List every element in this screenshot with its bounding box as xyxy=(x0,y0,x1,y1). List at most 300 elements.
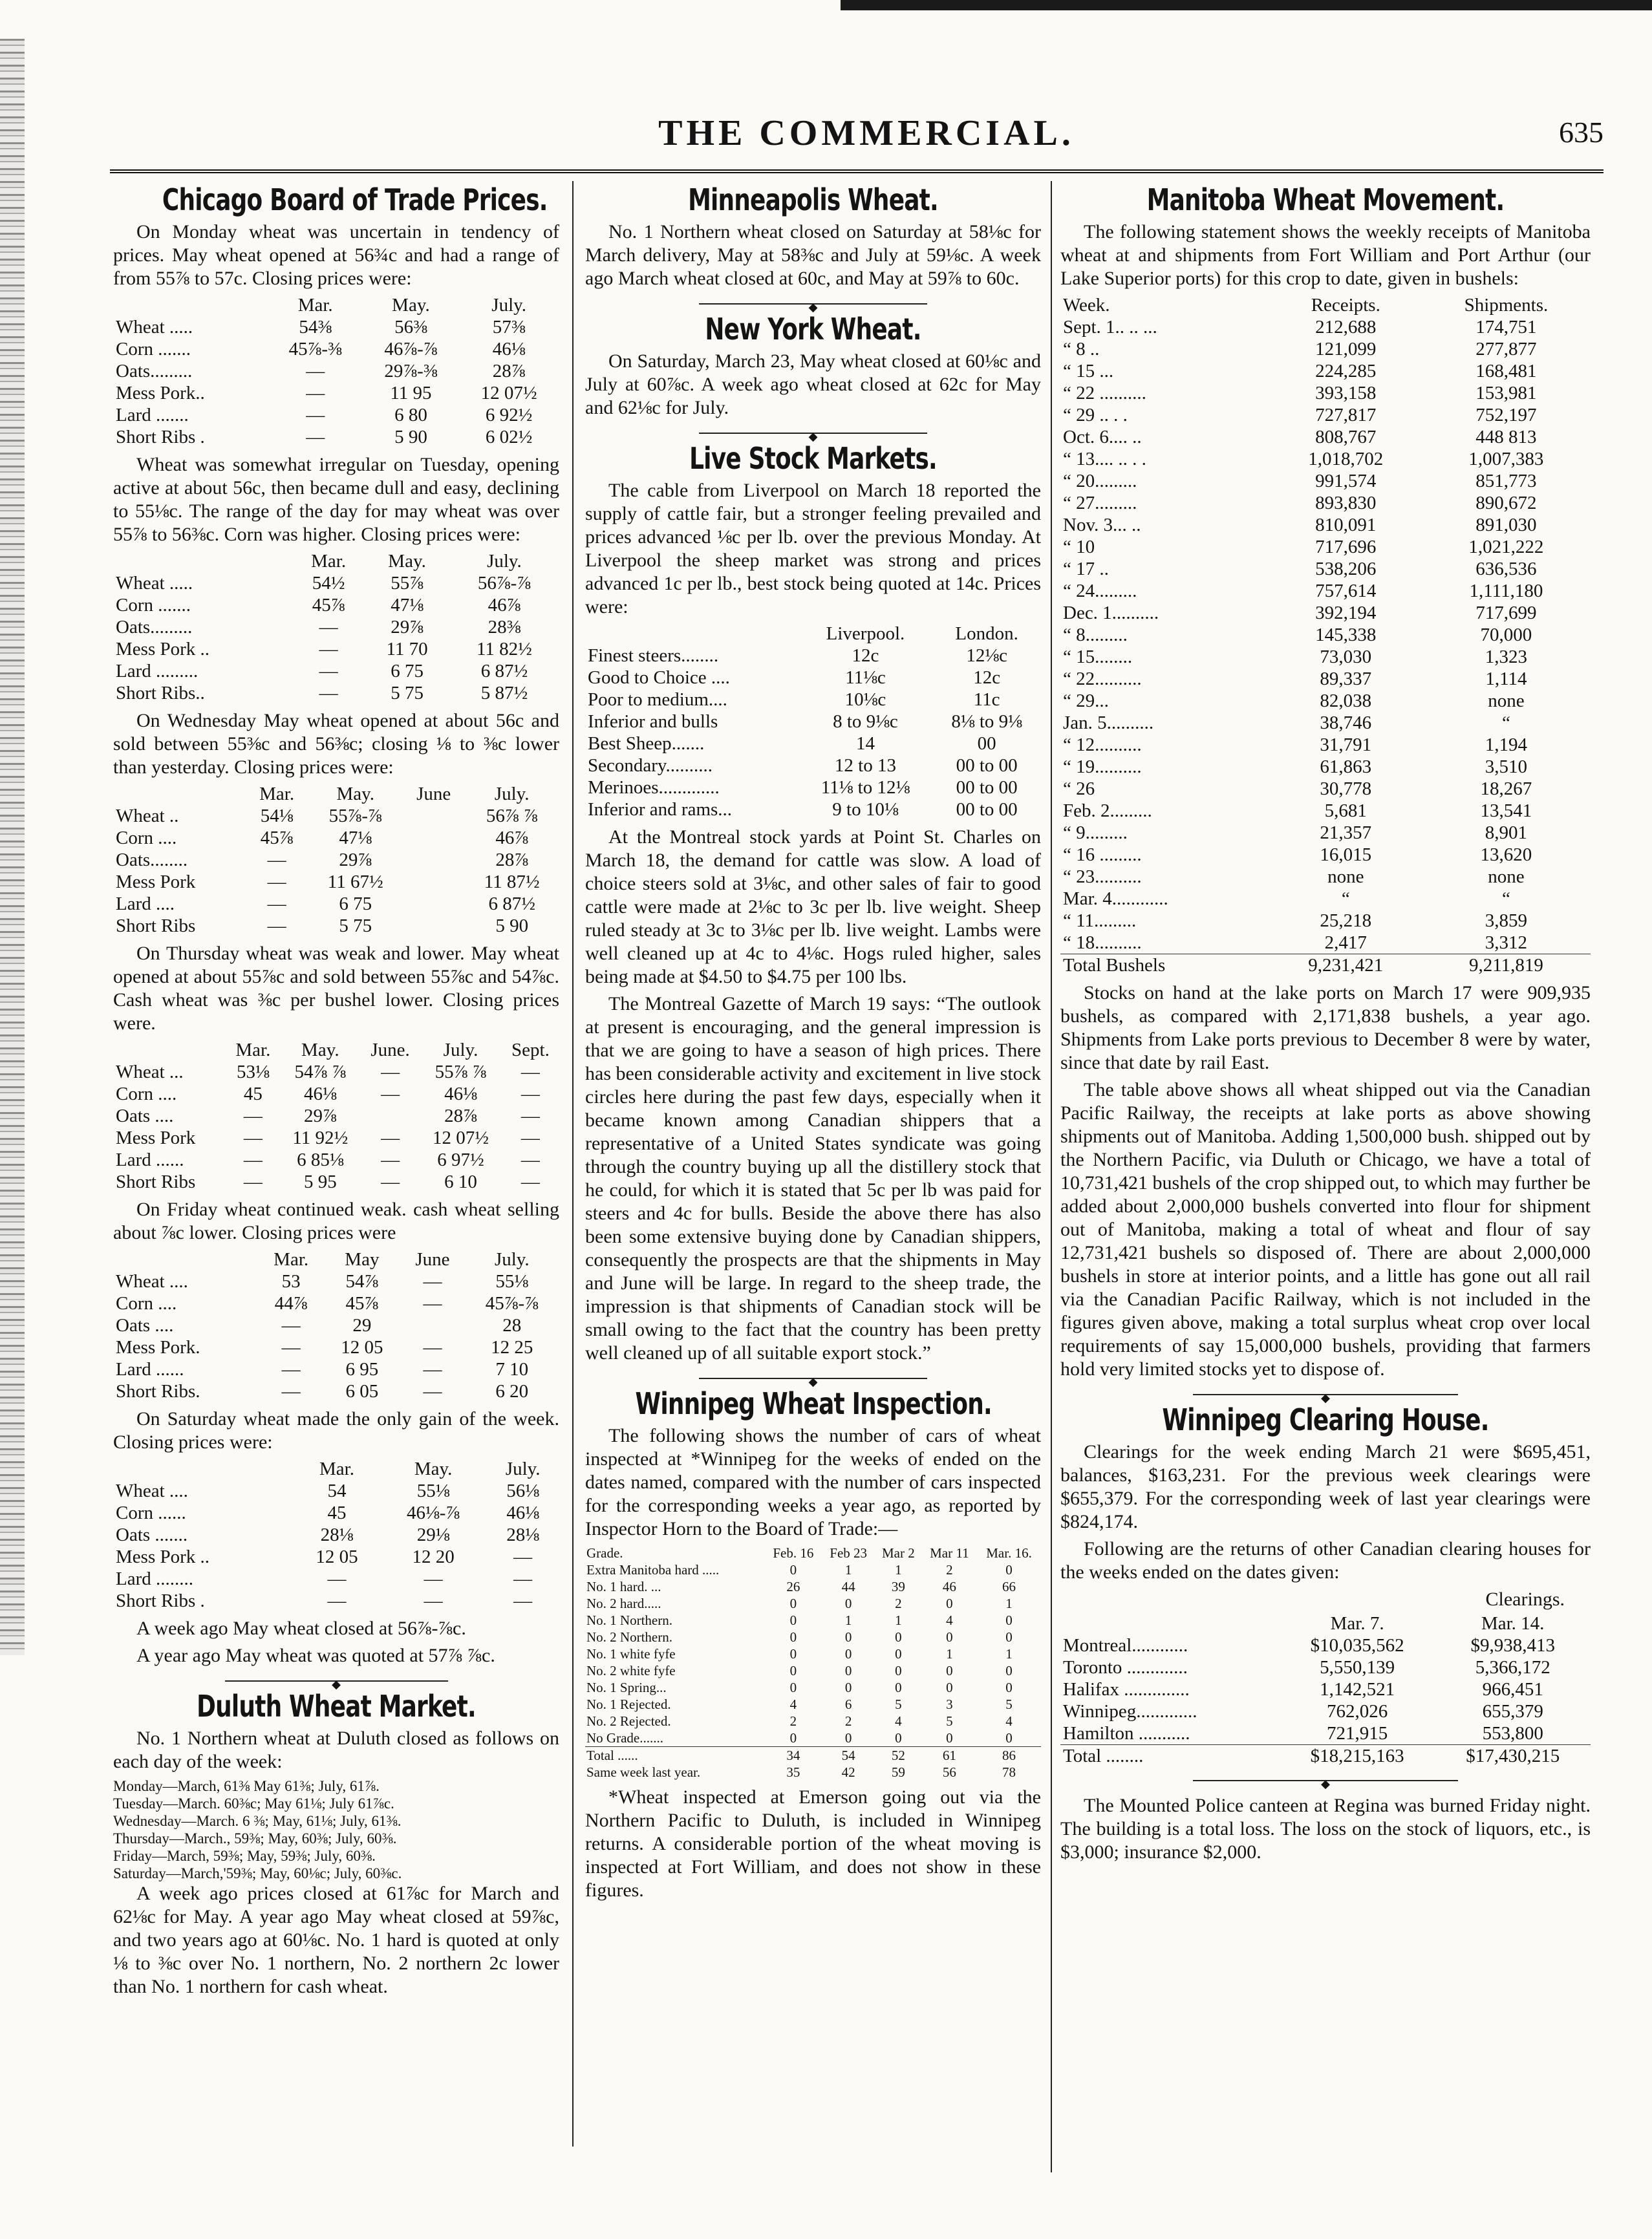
table-row xyxy=(585,1612,1041,1629)
section-separator xyxy=(1060,1772,1591,1789)
table-cell: “ 13.... .. . . xyxy=(1063,449,1146,469)
table-cell: “ 11......... xyxy=(1063,910,1137,931)
table-cell: Corn .... xyxy=(116,1084,177,1104)
table-cell: 0 xyxy=(789,1680,797,1695)
table-cell: — xyxy=(520,1062,540,1082)
table-cell: Corn ...... xyxy=(116,1503,186,1523)
police-section xyxy=(1060,1794,1591,1864)
table-cell: — xyxy=(306,383,325,403)
table-cell: 168,481 xyxy=(1475,361,1537,381)
table-cell: 46⅛ xyxy=(303,1084,337,1104)
chicago-monday-table xyxy=(113,294,559,448)
table-cell: Mess Pork .. xyxy=(116,639,210,659)
table-cell: 0 xyxy=(789,1562,797,1578)
table-cell: 5 95 xyxy=(303,1172,337,1192)
table-cell: 0 xyxy=(1005,1730,1013,1746)
table-cell: 1,018,702 xyxy=(1308,449,1384,469)
table-cell: Oats .... xyxy=(116,1315,174,1336)
table-cell: 54⅛ xyxy=(260,806,294,826)
table-cell: 3 xyxy=(946,1697,953,1712)
duluth-closing: A week ago prices closed at 61⅞c for March and 62⅛c for May. A year ago May wheat closed at 59⅞c, and two years ago at 60⅛c. No. 1 hard is quoted at only ⅛ to ⅜c over No. 1 northern, No. 2 northern 2c lower than No. 1 northern for cash wheat. xyxy=(113,1883,559,1997)
table-cell: 6 87½ xyxy=(480,661,528,681)
table-row xyxy=(1060,866,1591,888)
table-cell: Oats........ xyxy=(116,850,188,870)
table-cell: — xyxy=(424,1591,443,1611)
table-header-row xyxy=(113,1248,559,1270)
table-cell: 5 90 xyxy=(394,427,427,447)
table-cell: 1 xyxy=(895,1612,902,1628)
table-cell: 86 xyxy=(977,1747,1041,1764)
table-row xyxy=(1060,558,1591,580)
new-york-text: On Saturday, March 23, May wheat closed at 60⅛c and July at 60⅞c. A week ago wheat closed at 62c for May and 62⅛c for July. xyxy=(585,350,1041,418)
table-cell: “ 23.......... xyxy=(1063,866,1142,887)
column-rule-2 xyxy=(1051,181,1052,2172)
table-cell: Wheat .. xyxy=(116,806,179,826)
table-cell: 16,015 xyxy=(1320,844,1372,865)
table-cell: No. 1 hard. ... xyxy=(586,1579,661,1594)
duluth-title: Duluth Wheat Market. xyxy=(197,1689,476,1724)
table-cell: — xyxy=(281,1359,301,1380)
table-cell: 21,357 xyxy=(1320,822,1372,843)
table-cell: Oats......... xyxy=(116,617,193,637)
table-row xyxy=(113,316,559,338)
table-cell: Toronto ............. xyxy=(1063,1657,1188,1678)
table-cell: 1,142,521 xyxy=(1320,1679,1395,1700)
table-cell: Short Ribs xyxy=(116,1172,196,1192)
table-row xyxy=(585,1764,1041,1781)
column-header: May. xyxy=(388,551,426,572)
table-cell: — xyxy=(423,1359,442,1380)
page-number: 635 xyxy=(1559,116,1604,149)
table-cell: 2,417 xyxy=(1324,932,1367,953)
table-cell: 393,158 xyxy=(1315,383,1377,403)
table-row xyxy=(113,1292,559,1314)
table-cell: 6 xyxy=(844,1697,852,1712)
table-cell: 893,830 xyxy=(1315,493,1377,513)
table-cell: 12 05 xyxy=(316,1547,358,1567)
table-cell: 11 92½ xyxy=(292,1128,349,1148)
table-row xyxy=(113,1502,559,1524)
table-cell: Finest steers........ xyxy=(588,645,719,666)
duluth-day: Tuesday—March. 60⅜c; May 61⅛; July 61⅞c. xyxy=(113,1795,394,1812)
clearing-para1: Clearings for the week ending March 21 were $695,451, balances, $163,231. For the previous week clearings were $655,379. For the corresponding week of last year clearings were $824,174. xyxy=(1060,1441,1591,1532)
table-cell: 4 xyxy=(946,1612,953,1628)
table-cell: 448 813 xyxy=(1475,427,1537,447)
table-cell: Jan. 5.......... xyxy=(1063,712,1154,733)
table-cell: 54½ xyxy=(312,573,345,594)
table-cell: 5 75 xyxy=(391,683,424,703)
table-cell: “ 19.......... xyxy=(1063,756,1142,777)
table-cell: No. 1 Northern. xyxy=(586,1612,672,1628)
table-cell: 55⅛ xyxy=(416,1481,450,1501)
table-cell: — xyxy=(520,1106,540,1126)
column-header: May xyxy=(345,1249,380,1270)
table-cell: 38,746 xyxy=(1320,712,1372,733)
table-cell: 55⅞ ⅞ xyxy=(434,1062,487,1082)
table-row xyxy=(585,755,1041,777)
live-stock-title: Live Stock Markets. xyxy=(689,441,937,476)
table-cell: 46⅛ xyxy=(506,1503,540,1523)
winnipeg-inspection-title: Winnipeg Wheat Inspection. xyxy=(635,1386,992,1421)
table-cell: 54⅞ xyxy=(345,1271,379,1292)
table-cell: 12 07½ xyxy=(480,383,537,403)
table-cell: 153,981 xyxy=(1475,383,1537,403)
table-row xyxy=(1060,668,1591,690)
table-cell: “ 17 .. xyxy=(1063,559,1109,579)
table-cell: 46 xyxy=(942,1579,956,1594)
column-header: July. xyxy=(505,1459,541,1479)
column-header: Mar. xyxy=(297,295,333,316)
table-cell: 66 xyxy=(1002,1579,1016,1594)
table-cell: 991,574 xyxy=(1315,471,1377,491)
table-cell: 73,030 xyxy=(1320,647,1372,667)
table-cell: 6 10 xyxy=(444,1172,477,1192)
table-cell: 12⅛c xyxy=(966,645,1007,666)
table-row xyxy=(113,871,559,893)
column-header: Mar. xyxy=(235,1040,271,1060)
table-cell: Mess Pork xyxy=(116,1128,196,1148)
table-cell: Mess Pork xyxy=(116,872,196,892)
column-header: June xyxy=(416,784,451,804)
table-cell: 762,026 xyxy=(1326,1701,1388,1722)
table-cell: 13,620 xyxy=(1480,844,1532,865)
column-1 xyxy=(113,184,559,2137)
table-row xyxy=(113,404,559,426)
live-stock-intro: The cable from Liverpool on March 18 reported the supply of cattle fair, but a stronger feeling prevailed and prices advanced ⅛c per lb. over the previous Monday. At Liverpool the sheep market was strong and prices advanced 1c per lb., best stock being quoted at 14c. Prices were: xyxy=(585,480,1041,617)
winnipeg-inspection-intro: The following shows the number of cars of wheat inspected at *Winnipeg for the weeks of ended on the dates named, compared with the number of cars inspected for the corresponding weeks a year ago, as reported by Inspector Horn to the Board of Trade:— xyxy=(585,1425,1041,1539)
table-cell: Oct. 6.... .. xyxy=(1063,427,1142,447)
table-cell: — xyxy=(243,1106,263,1126)
table-cell: 26 xyxy=(786,1579,800,1594)
table-cell: “ 8......... xyxy=(1063,625,1128,645)
table-row xyxy=(585,1679,1041,1696)
table-row xyxy=(585,1629,1041,1645)
table-cell: Poor to medium.... xyxy=(588,689,727,710)
table-cell: Halifax .............. xyxy=(1063,1679,1190,1700)
minneapolis-text: No. 1 Northern wheat closed on Saturday at 58⅛c for March delivery, May at 58⅜c and July at 59⅛c. A week ago March wheat closed at 60c, and May at 59⅞ to 60c. xyxy=(585,221,1041,289)
table-cell: 28⅞ xyxy=(495,850,529,870)
table-row xyxy=(113,1358,559,1380)
table-cell: “ xyxy=(1341,888,1350,909)
table-cell: Corn ....... xyxy=(116,339,191,359)
table-cell: 1 xyxy=(946,1646,953,1662)
table-cell: 636,536 xyxy=(1475,559,1537,579)
chicago-year-ago: A year ago May wheat was quoted at 57⅞ ⅞c. xyxy=(136,1645,495,1666)
table-cell: — xyxy=(520,1172,540,1192)
table-cell: 810,091 xyxy=(1315,515,1377,535)
table-cell: — xyxy=(267,916,286,936)
table-cell: Total ........ xyxy=(1060,1745,1280,1768)
table-cell: 28⅞ xyxy=(492,361,526,381)
table-cell: “ 16 ......... xyxy=(1063,844,1142,865)
table-cell: 45 xyxy=(243,1084,263,1104)
table-cell: — xyxy=(319,639,338,659)
table-cell: — xyxy=(423,1271,442,1292)
manitoba-title: Manitoba Wheat Movement. xyxy=(1146,184,1505,217)
table-cell: 11 67½ xyxy=(327,872,383,892)
table-cell: 0 xyxy=(1005,1612,1013,1628)
masthead xyxy=(110,110,1604,155)
column-header xyxy=(113,1039,226,1061)
table-cell: — xyxy=(319,683,338,703)
clearing-section xyxy=(1060,1402,1591,1767)
table-cell: 00 xyxy=(977,733,996,754)
table-cell: $18,215,163 xyxy=(1280,1745,1435,1768)
table-row xyxy=(113,1336,559,1358)
table-cell: 11c xyxy=(973,689,1000,710)
table-cell: 0 xyxy=(895,1663,902,1678)
column-header xyxy=(585,623,799,645)
table-cell: 28⅜ xyxy=(488,617,521,637)
column-header: May. xyxy=(301,1040,339,1060)
column-header: Week. xyxy=(1063,295,1110,316)
table-cell: 39 xyxy=(891,1579,905,1594)
table-row xyxy=(113,426,559,448)
table-row xyxy=(585,711,1041,733)
table-cell: 174,751 xyxy=(1475,317,1537,337)
table-cell: 2 xyxy=(946,1562,953,1578)
chicago-title: Chicago Board of Trade Prices. xyxy=(162,184,548,217)
table-row xyxy=(113,660,559,682)
winnipeg-inspection-section xyxy=(585,1386,1041,1902)
table-cell xyxy=(403,827,464,849)
table-cell: Hamilton ........... xyxy=(1063,1723,1190,1744)
table-row xyxy=(113,638,559,660)
table-cell: 0 xyxy=(844,1663,852,1678)
table-row xyxy=(1060,734,1591,756)
table-cell: Same week last year. xyxy=(586,1764,701,1780)
table-cell: 45⅞ xyxy=(260,828,294,848)
table-cell: 6 87½ xyxy=(488,894,535,914)
table-row xyxy=(1060,360,1591,382)
table-row xyxy=(1060,514,1591,536)
table-row xyxy=(1060,470,1591,492)
table-row xyxy=(113,1314,559,1336)
table-cell: — xyxy=(267,850,286,870)
table-cell: $10,035,562 xyxy=(1310,1635,1404,1656)
column-header: July. xyxy=(443,1040,478,1060)
table-cell: 11 70 xyxy=(386,639,428,659)
table-cell: Lard ........ xyxy=(116,1569,193,1589)
table-row xyxy=(113,1149,559,1171)
table-cell: 212,688 xyxy=(1315,317,1377,337)
table-cell: 0 xyxy=(895,1629,902,1645)
table-row xyxy=(585,733,1041,755)
table-cell: 9,231,421 xyxy=(1270,954,1422,977)
table-cell: 9,211,819 xyxy=(1422,954,1591,977)
table-cell: 12 05 xyxy=(341,1337,383,1358)
table-cell: — xyxy=(381,1128,400,1148)
masthead-rule xyxy=(110,169,1604,173)
table-cell: — xyxy=(306,361,325,381)
duluth-day: Saturday—March,'59⅜; May, 60⅛c; July, 60⅜c. xyxy=(113,1865,402,1881)
column-header: Feb 23 xyxy=(830,1545,868,1561)
table-cell: 538,206 xyxy=(1315,559,1377,579)
duluth-day: Wednesday—March. 6 ⅜; May, 61⅛; July, 61⅜. xyxy=(113,1813,402,1829)
table-cell: 7 10 xyxy=(495,1359,529,1380)
table-row xyxy=(585,689,1041,711)
column-header xyxy=(113,783,246,805)
table-header-row xyxy=(1060,1612,1591,1634)
table-cell: “ 29... xyxy=(1063,691,1109,711)
table-cell: — xyxy=(520,1128,540,1148)
police-text: The Mounted Police canteen at Regina was burned Friday night. The building is a total loss. The loss on the stock of liquors, etc., is $3,000; insurance $2,000. xyxy=(1060,1795,1591,1863)
table-cell: 1,194 xyxy=(1485,734,1528,755)
table-row xyxy=(113,1127,559,1149)
table-cell: Extra Manitoba hard ..... xyxy=(586,1562,720,1578)
table-cell: 12 20 xyxy=(412,1547,455,1567)
chicago-tuesday-text: Wheat was somewhat irregular on Tuesday, opening active at about 56c, then became dull and easy, declining to 55⅛c. The range of the day for may wheat was over 55⅞ to 56⅜c. Corn was higher. Closing prices were: xyxy=(113,454,559,545)
table-cell: 30,778 xyxy=(1320,778,1372,799)
table-row xyxy=(585,1578,1041,1595)
table-cell: 28⅛ xyxy=(320,1525,354,1545)
table-cell: Lard ....... xyxy=(116,405,189,425)
table-row xyxy=(113,1546,559,1568)
table-row xyxy=(113,915,559,937)
table-cell: 29 xyxy=(352,1315,372,1336)
section-separator xyxy=(113,1673,559,1689)
table-row xyxy=(1060,1745,1591,1768)
table-cell: — xyxy=(281,1381,301,1402)
table-cell: 5 xyxy=(946,1713,953,1729)
table-row xyxy=(1060,492,1591,514)
table-cell: “ 15 ... xyxy=(1063,361,1114,381)
table-cell: 752,197 xyxy=(1475,405,1537,425)
table-row xyxy=(1060,932,1591,954)
table-cell: 0 xyxy=(789,1663,797,1678)
duluth-intro: No. 1 Northern wheat at Duluth closed as follows on each day of the week: xyxy=(113,1728,559,1772)
table-row xyxy=(1060,1700,1591,1722)
table-cell: Best Sheep....... xyxy=(588,733,705,754)
table-cell: 8,901 xyxy=(1485,822,1528,843)
column-header xyxy=(113,1458,294,1480)
table-cell: 757,614 xyxy=(1315,581,1377,601)
table-cell: 56⅛ xyxy=(506,1481,540,1501)
table-cell: “ 24......... xyxy=(1063,581,1137,601)
table-cell: 35 xyxy=(786,1764,800,1780)
table-cell: Corn .... xyxy=(116,1293,177,1314)
duluth-day: Thursday—March., 59⅜; May, 60⅜; July, 60⅜. xyxy=(113,1830,397,1847)
table-cell: 5,681 xyxy=(1324,800,1367,821)
chicago-wednesday-table xyxy=(113,783,559,937)
table-cell: 56⅜ xyxy=(394,317,427,337)
table-cell: Wheat ..... xyxy=(116,317,193,337)
table-cell: — xyxy=(327,1569,347,1589)
table-cell: Dec. 1.......... xyxy=(1063,603,1159,623)
table-row xyxy=(1060,1634,1591,1656)
table-row xyxy=(1060,338,1591,360)
table-cell: “ 18.......... xyxy=(1063,932,1142,953)
column-header: Mar. 14. xyxy=(1481,1613,1545,1634)
table-row xyxy=(585,1645,1041,1662)
table-row xyxy=(113,616,559,638)
table-cell: Short Ribs. xyxy=(116,1381,200,1402)
table-cell: 00 to 00 xyxy=(956,755,1018,776)
table-cell: 57⅜ xyxy=(492,317,526,337)
table-cell: “ 27......... xyxy=(1063,493,1137,513)
table-cell: Lard .... xyxy=(116,894,175,914)
table-cell: 47⅛ xyxy=(391,595,424,616)
table-row xyxy=(1060,690,1591,712)
table-row xyxy=(113,1524,559,1546)
column-header xyxy=(1060,1612,1280,1634)
table-row xyxy=(113,1083,559,1105)
column-header: Liverpool. xyxy=(826,623,905,644)
table-row xyxy=(585,1561,1041,1578)
table-row xyxy=(1060,316,1591,338)
table-cell: 54 xyxy=(822,1747,875,1764)
table-cell: “ xyxy=(1501,712,1510,733)
table-cell: 145,338 xyxy=(1315,625,1377,645)
table-header-row xyxy=(1060,294,1591,316)
table-cell: “ 29 .. . . xyxy=(1063,405,1128,425)
column-header: Mar. xyxy=(311,551,347,572)
chicago-friday-table xyxy=(113,1248,559,1402)
table-cell: — xyxy=(319,661,338,681)
table-cell: 0 xyxy=(844,1596,852,1611)
table-cell: Montreal............ xyxy=(1063,1635,1188,1656)
table-row xyxy=(1060,1678,1591,1700)
table-cell: “ 22.......... xyxy=(1063,669,1142,689)
column-header: June. xyxy=(370,1040,410,1060)
table-cell: 42 xyxy=(841,1764,855,1780)
table-cell: 0 xyxy=(895,1646,902,1662)
table-cell: 56⅞-⅞ xyxy=(477,573,531,594)
table-cell: Short Ribs.. xyxy=(116,683,205,703)
table-cell: 1 xyxy=(895,1562,902,1578)
table-cell: 3,859 xyxy=(1485,910,1528,931)
table-cell: 0 xyxy=(789,1612,797,1628)
table-cell: 6 02½ xyxy=(485,427,533,447)
table-cell: 0 xyxy=(789,1596,797,1611)
clearing-para2: Following are the returns of other Canadian clearing houses for the weeks ended on the dates given: xyxy=(1060,1538,1591,1583)
duluth-section xyxy=(113,1689,559,1998)
table-cell: 717,699 xyxy=(1475,603,1537,623)
table-cell: — xyxy=(319,617,338,637)
table-cell: Short Ribs . xyxy=(116,1591,205,1611)
column-header: July. xyxy=(491,295,527,316)
table-cell: 0 xyxy=(946,1596,953,1611)
table-cell: — xyxy=(327,1591,347,1611)
table-cell: 28 xyxy=(502,1315,522,1336)
table-cell: 6 92½ xyxy=(485,405,533,425)
table-cell: 29⅞ xyxy=(303,1106,337,1126)
table-cell: 0 xyxy=(844,1646,852,1662)
column-header: May. xyxy=(392,295,430,316)
table-cell: 655,379 xyxy=(1482,1701,1543,1722)
table-cell: 5,550,139 xyxy=(1320,1657,1395,1678)
table-cell: 5 xyxy=(1005,1697,1013,1712)
table-cell: 1,111,180 xyxy=(1469,581,1543,601)
table-row xyxy=(113,572,559,594)
table-cell: 553,800 xyxy=(1482,1723,1543,1744)
table-cell: Short Ribs xyxy=(116,916,196,936)
table-row xyxy=(113,1105,559,1127)
table-row xyxy=(1060,778,1591,800)
table-cell: 11 95 xyxy=(390,383,432,403)
table-cell xyxy=(403,915,464,937)
table-cell: 1,114 xyxy=(1485,669,1527,689)
table-cell: 1 xyxy=(844,1562,852,1578)
table-row xyxy=(113,849,559,871)
live-stock-montreal: At the Montreal stock yards at Point St. Charles on March 18, the demand for cattle was slow. A load of choice steers sold at 3⅛c, and other sales of fair to good cattle were made at 2⅛c to 3c per lb. live weight. Sheep ruled steady at 3c to 3⅛c per lb. live weight. Lambs were well cleaned up at 4c to 4⅛c. Hogs ruled higher, sales being made at $4.50 to $4.75 per 100 lbs. xyxy=(585,826,1041,987)
table-cell: 31,791 xyxy=(1320,734,1372,755)
table-cell: 890,672 xyxy=(1475,493,1537,513)
table-cell: “ 22 .......... xyxy=(1063,383,1146,403)
table-cell: 54⅜ xyxy=(299,317,332,337)
table-cell: — xyxy=(267,894,286,914)
manitoba-stocks-para: Stocks on hand at the lake ports on March 17 were 909,935 bushels, as compared with 2,171,838 bushels, a year ago. Shipments from Lake ports previous to December 8 were by water, since that date by rail East. xyxy=(1060,982,1591,1073)
